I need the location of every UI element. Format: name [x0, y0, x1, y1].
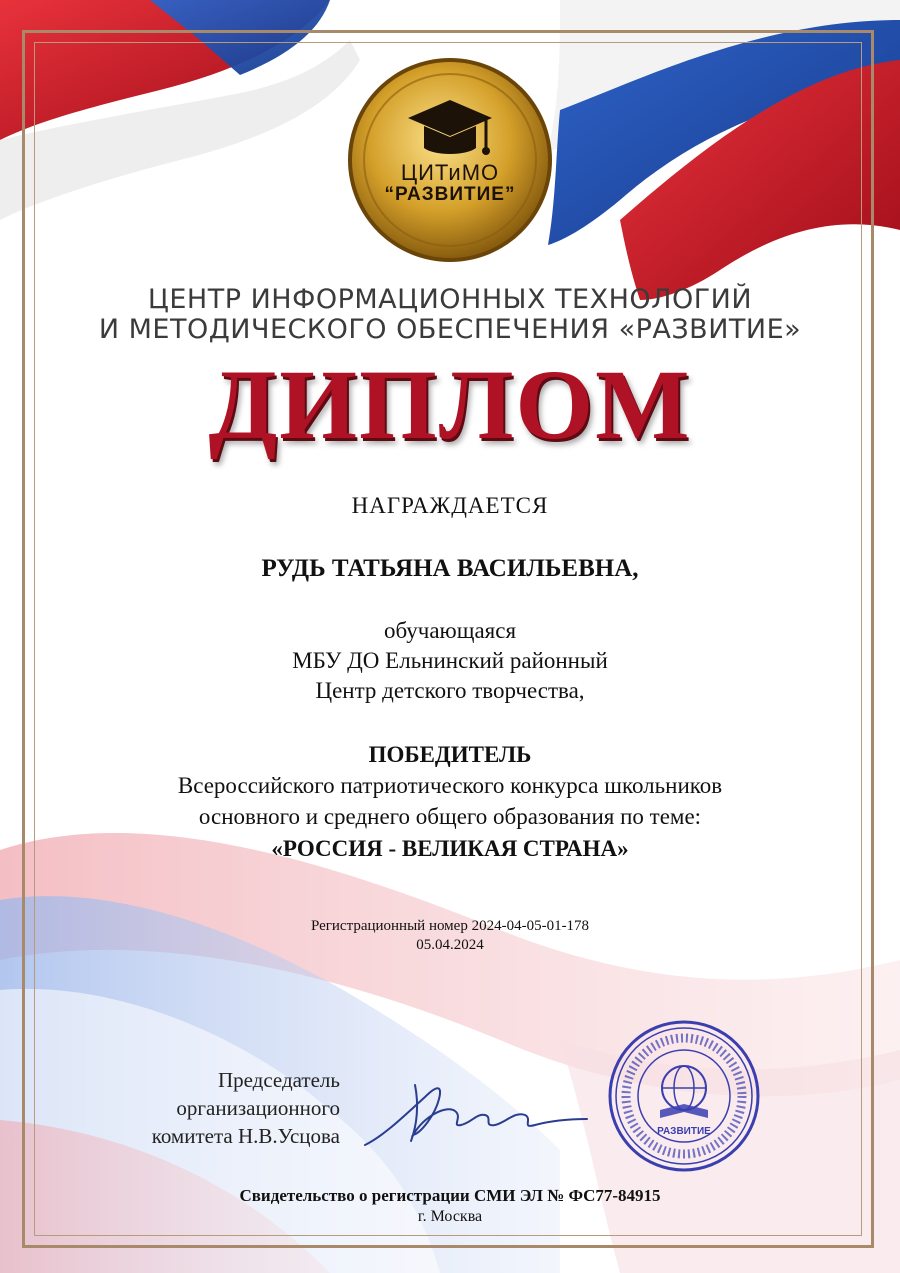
- contest-line2: основного и среднего общего образования по теме:: [198, 804, 702, 829]
- city: г. Москва: [417, 1208, 483, 1225]
- organization-name-line2: И МЕТОДИЧЕСКОГО ОБЕСПЕЧЕНИЯ «РАЗВИТИЕ»: [98, 314, 802, 345]
- emblem-subtitle: “РАЗВИТИЕ”: [384, 184, 516, 205]
- awarded-label: НАГРАЖДАЕТСЯ: [351, 493, 549, 518]
- stamp-center-text: РАЗВИТИЕ: [657, 1126, 711, 1137]
- recipient-name: РУДЬ ТАТЬЯНА ВАСИЛЬЕВНА,: [261, 555, 639, 582]
- handwritten-signature: [355, 1075, 595, 1155]
- contest-line1: Всероссийского патриотического конкурса школьников: [177, 773, 723, 798]
- signatory-name: комитета Н.В.Усцова: [151, 1124, 340, 1148]
- document-title: ДИПЛОМ: [208, 349, 692, 460]
- registration-number: Регистрационный номер 2024-04-05-01-178: [310, 918, 590, 934]
- signatory-title-line1: Председатель: [217, 1068, 340, 1092]
- institution-line2: Центр детского творчества,: [315, 678, 585, 703]
- institution-line1: МБУ ДО Ельнинский районный: [292, 648, 608, 673]
- official-stamp: [606, 1018, 762, 1174]
- emblem-name: ЦИТиМО: [400, 160, 500, 185]
- award-result: ПОБЕДИТЕЛЬ: [368, 742, 532, 767]
- recipient-status: обучающаяся: [383, 618, 517, 643]
- contest-topic: «РОССИЯ - ВЕЛИКАЯ СТРАНА»: [271, 836, 629, 861]
- organization-name-line1: ЦЕНТР ИНФОРМАЦИОННЫХ ТЕХНОЛОГИЙ: [147, 284, 753, 315]
- media-registration: Свидетельство о регистрации СМИ ЭЛ № ФС77-84915: [239, 1186, 661, 1205]
- signatory-title-line2: организационного: [176, 1096, 340, 1120]
- registration-date: 05.04.2024: [416, 937, 484, 953]
